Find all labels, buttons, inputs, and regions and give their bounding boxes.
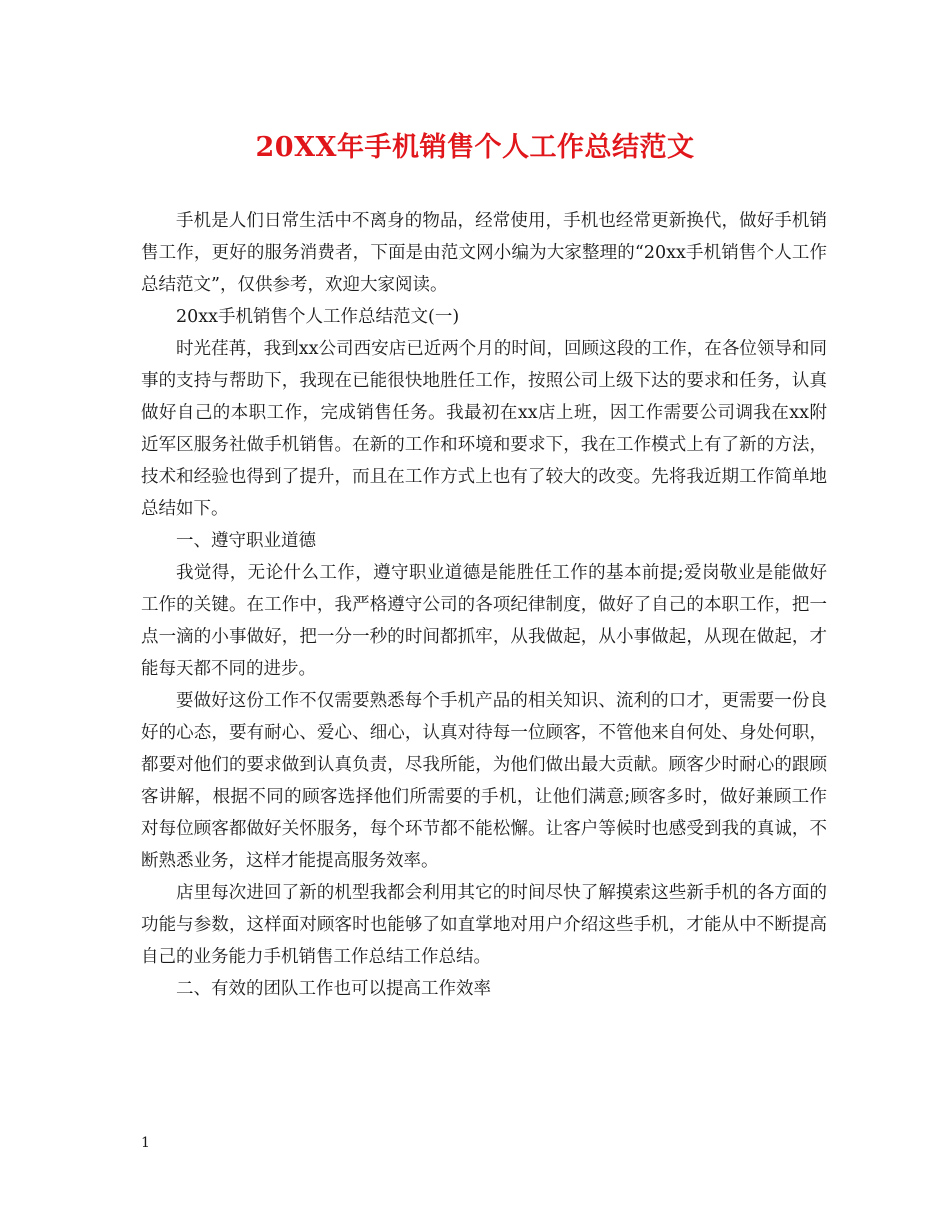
section-heading-professional-ethics: 一、遵守职业道德	[176, 531, 316, 551]
section-heading-teamwork: 二、有效的团队工作也可以提高工作效率	[176, 979, 491, 999]
document-title: 20XX年手机销售个人工作总结范文	[255, 132, 695, 163]
paragraph-ethics: 我觉得，无论什么工作，遵守职业道德是能胜任工作的基本前提;爱岗敬业是能做好工作的关键。在工作中，我严格遵守公司的各项纪律制度，做好了自己的本职工作，把一点一滴的小事做好，把一分一秒的时间都抓牢，从我做起，从小事做起，从现在做起，才能每天都不同的进步。	[141, 563, 827, 679]
section-heading-part-one: 20xx手机销售个人工作总结范文(一)	[176, 307, 460, 327]
page-number: 1	[141, 1135, 150, 1151]
paragraph-intro: 手机是人们日常生活中不离身的物品，经常使用，手机也经常更新换代，做好手机销售工作，更好的服务消费者，下面是由范文网小编为大家整理的“20xx手机销售个人工作总结范文”，仅供参考，欢迎大家阅读。	[141, 211, 827, 295]
paragraph-new-models: 店里每次进回了新的机型我都会利用其它的时间尽快了解摸索这些新手机的各方面的功能与参数，这样面对顾客时也能够了如直掌地对用户介绍这些手机，才能从中不断提高自己的业务能力手机销售工作总结工作总结。	[141, 883, 827, 967]
document-body	[141, 205, 827, 1005]
paragraph-customer-service: 要做好这份工作不仅需要熟悉每个手机产品的相关知识、流利的口才，更需要一份良好的心态，要有耐心、爱心、细心，认真对待每一位顾客，不管他来自何处、身处何职，都要对他们的要求做到认真负责，尽我所能，为他们做出最大贡献。顾客少时耐心的跟顾客讲解，根据不同的顾客选择他们所需要的手机，让他们满意;顾客多时，做好兼顾工作对每位顾客都做好关怀服务，每个环节都不能松懈。让客户等候时也感受到我的真诚，不断熟悉业务，这样才能提高服务效率。	[141, 691, 827, 871]
paragraph-overview: 时光荏苒，我到xx公司西安店已近两个月的时间，回顾这段的工作，在各位领导和同事的支持与帮助下，我现在已能很快地胜任工作，按照公司上级下达的要求和任务，认真做好自己的本职工作，完成销售任务。我最初在xx店上班，因工作需要公司调我在xx附近军区服务社做手机销售。在新的工作和环境和要求下，我在工作模式上有了新的方法，技术和经验也得到了提升，而且在工作方式上也有了较大的改变。先将我近期工作简单地总结如下。	[141, 339, 827, 519]
